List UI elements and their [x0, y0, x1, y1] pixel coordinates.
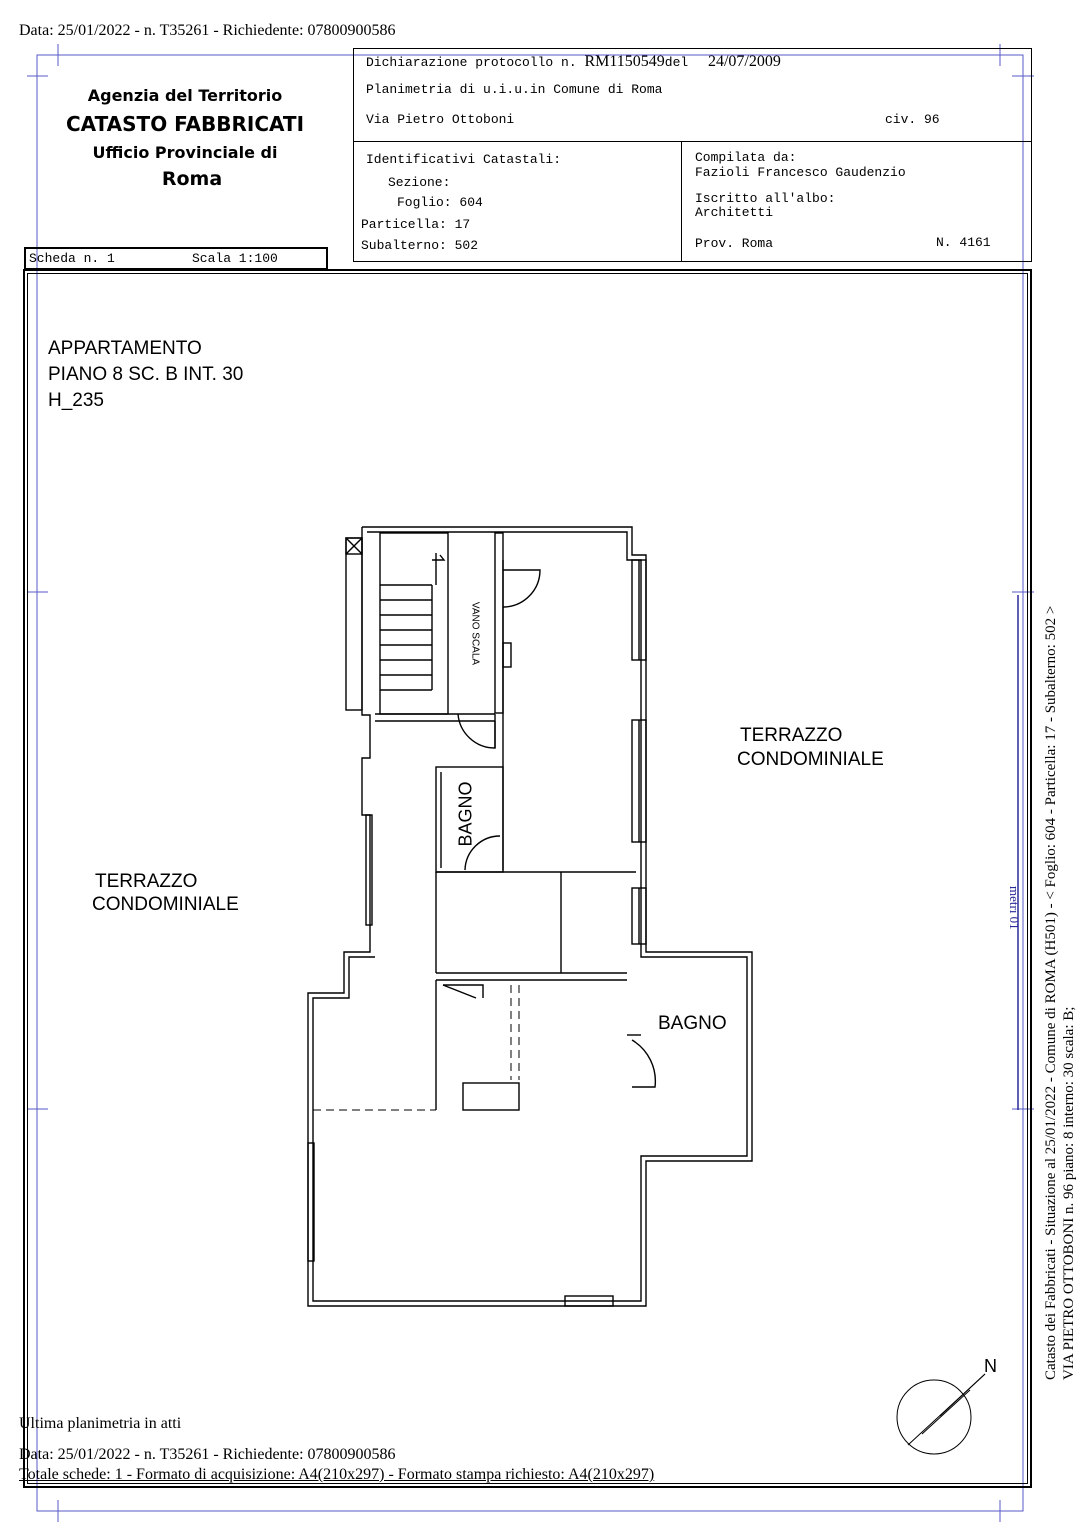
- header-line: Data: 25/01/2022 - n. T35261 - Richiedente: 07800900586: [19, 22, 396, 39]
- province: Prov. Roma: [695, 236, 774, 251]
- compilata-name: Fazioli Francesco Gaudenzio: [695, 165, 906, 180]
- terrazzo-left-label: TERRAZZO: [95, 871, 198, 892]
- protocol-date: 24/07/2009: [707, 53, 781, 70]
- del-label: del: [664, 55, 689, 70]
- scheda-number: Scheda n. 1: [29, 251, 115, 266]
- condominiale-left-label: CONDOMINIALE: [92, 894, 239, 915]
- ufficio-label: Ufficio Provinciale di: [92, 143, 278, 162]
- north-arrow: [897, 1374, 985, 1454]
- address-civic: civ. 96: [885, 112, 940, 127]
- identificativi-title: Identificativi Catastali:: [366, 152, 562, 167]
- bagno-right-label: BAGNO: [658, 1013, 727, 1034]
- unit-type: APPARTAMENTO: [48, 338, 202, 359]
- albo-value: Architetti: [695, 205, 774, 220]
- office-city: Roma: [161, 168, 223, 190]
- side-text-line1: Catasto dei Fabbricati - Situazione al 25/01/2022 - Comune di ROMA (H501) - < Foglio: 604 - Particella: 17 - Subalterno: 502 >: [1043, 605, 1059, 1380]
- agency-name: Agenzia del Territorio: [87, 86, 283, 105]
- sezione-field: Sezione:: [388, 175, 451, 190]
- north-label: N: [984, 1356, 997, 1376]
- planimetria-line: Planimetria di u.i.u.in Comune di Roma: [366, 82, 663, 97]
- catasto-title: CATASTO FABBRICATI: [65, 112, 305, 136]
- terrazzo-right-label: TERRAZZO: [740, 725, 843, 746]
- iscritto-label: Iscritto all'albo:: [695, 191, 836, 206]
- ultima-planimetria: Ultima planimetria in atti: [19, 1415, 182, 1432]
- footer-totale-line: Totale schede: 1 - Formato di acquisizione: A4(210x297) - Formato stampa richiesto: A4(210x297): [19, 1466, 655, 1483]
- vano-scala-label: VANO SCALA: [469, 601, 481, 666]
- dichiarazione-prefix: Dichiarazione protocollo n.: [366, 55, 577, 70]
- unit-floor: PIANO 8 SC. B INT. 30: [48, 364, 244, 385]
- subalterno-field: Subalterno: 502: [361, 238, 479, 253]
- particella-field: Particella: 17: [361, 217, 471, 232]
- protocol-number: RM1150549: [584, 53, 665, 70]
- albo-number: N. 4161: [936, 235, 991, 250]
- side-text-anchor: [1043, 605, 1077, 1380]
- scheda-scale: Scala 1:100: [192, 251, 278, 266]
- unit-height: H_235: [48, 390, 104, 411]
- side-text-line2: VIA PIETRO OTTOBONI n. 96 piano: 8 interno: 30 scala: B;: [1061, 1006, 1077, 1380]
- compilata-title: Compilata da:: [695, 150, 797, 165]
- metri-stamp: metri 01: [1007, 886, 1022, 930]
- bagno-small-label: BAGNO: [455, 781, 476, 847]
- address-street: Via Pietro Ottoboni: [366, 112, 515, 127]
- foglio-field: Foglio: 604: [397, 195, 483, 210]
- condominiale-right-label: CONDOMINIALE: [737, 749, 884, 770]
- footer-data-line: Data: 25/01/2022 - n. T35261 - Richiedente: 07800900586: [19, 1446, 396, 1463]
- stamp-anchor: [1007, 886, 1023, 930]
